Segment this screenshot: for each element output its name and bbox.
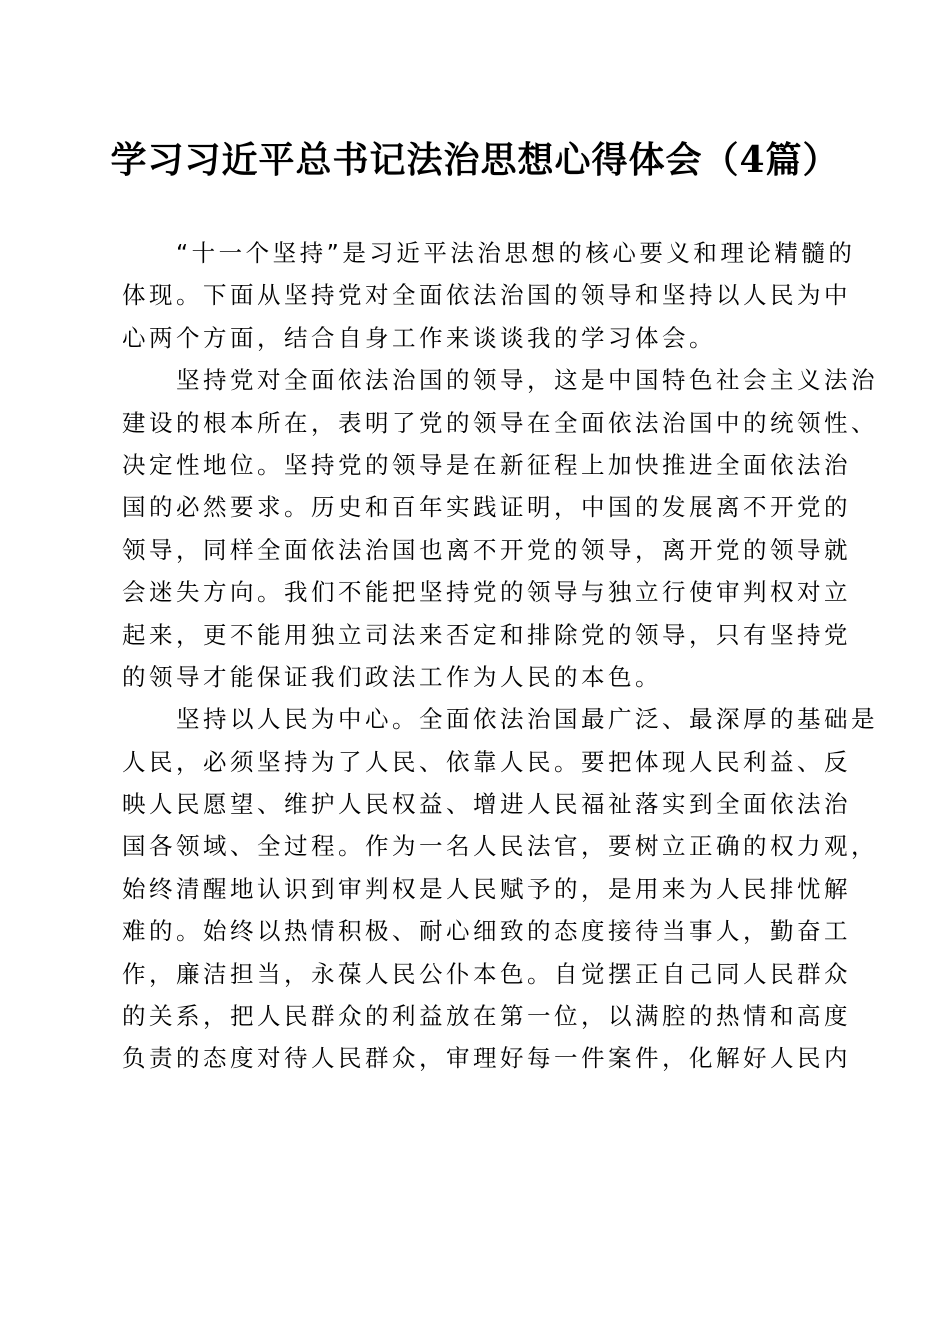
text-line: 坚持党对全面依法治国的领导，这是中国特色社会主义法治 — [122, 366, 878, 395]
text-line: 领导，同样全面依法治国也离不开党的领导，离开党的领导就 — [122, 535, 851, 564]
text-line: 心两个方面，结合自身工作来谈谈我的学习体会。 — [122, 323, 716, 352]
text-line: “十一个坚持”是习近平法治思想的核心要义和理论精髓的 — [122, 239, 856, 267]
document-body — [122, 232, 878, 1080]
paragraph-1 — [122, 232, 856, 359]
text-line: 会迷失方向。我们不能把坚持党的领导与独立行使审判权对立 — [122, 578, 851, 607]
text-line: 作，廉洁担当，永葆人民公仆本色。自觉摆正自己同人民群众 — [122, 959, 851, 988]
text-line: 决定性地位。坚持党的领导是在新征程上加快推进全面依法治 — [122, 450, 851, 479]
text-line: 国各领域、全过程。作为一名人民法官，要树立正确的权力观， — [122, 832, 878, 861]
text-line: 的领导才能保证我们政法工作为人民的本色。 — [122, 662, 662, 691]
paragraph-3 — [122, 698, 878, 1080]
text-line: 国的必然要求。历史和百年实践证明，中国的发展离不开党的 — [122, 493, 851, 522]
text-line: 映人民愿望、维护人民权益、增进人民福祉落实到全面依法治 — [122, 790, 851, 819]
text-line: 始终清醒地认识到审判权是人民赋予的，是用来为人民排忧解 — [122, 874, 851, 903]
text-line: 负责的态度对待人民群众，审理好每一件案件，化解好人民内 — [122, 1044, 851, 1073]
text-line: 建设的根本所在，表明了党的领导在全面依法治国中的统领性、 — [122, 408, 878, 437]
text-line: 坚持以人民为中心。全面依法治国最广泛、最深厚的基础是 — [122, 705, 878, 734]
document-title: 学习习近平总书记法治思想心得体会（4篇） — [110, 139, 840, 181]
text-line: 的关系，把人民群众的利益放在第一位，以满腔的热情和高度 — [122, 1002, 851, 1031]
text-line: 人民，必须坚持为了人民、依靠人民。要把体现人民利益、反 — [122, 747, 851, 776]
text-line: 体现。下面从坚持党对全面依法治国的领导和坚持以人民为中 — [122, 281, 851, 310]
text-line: 起来，更不能用独立司法来否定和排除党的领导，只有坚持党 — [122, 620, 851, 649]
paragraph-2 — [122, 359, 878, 698]
text-line: 难的。始终以热情积极、耐心细致的态度接待当事人，勤奋工 — [122, 917, 851, 946]
